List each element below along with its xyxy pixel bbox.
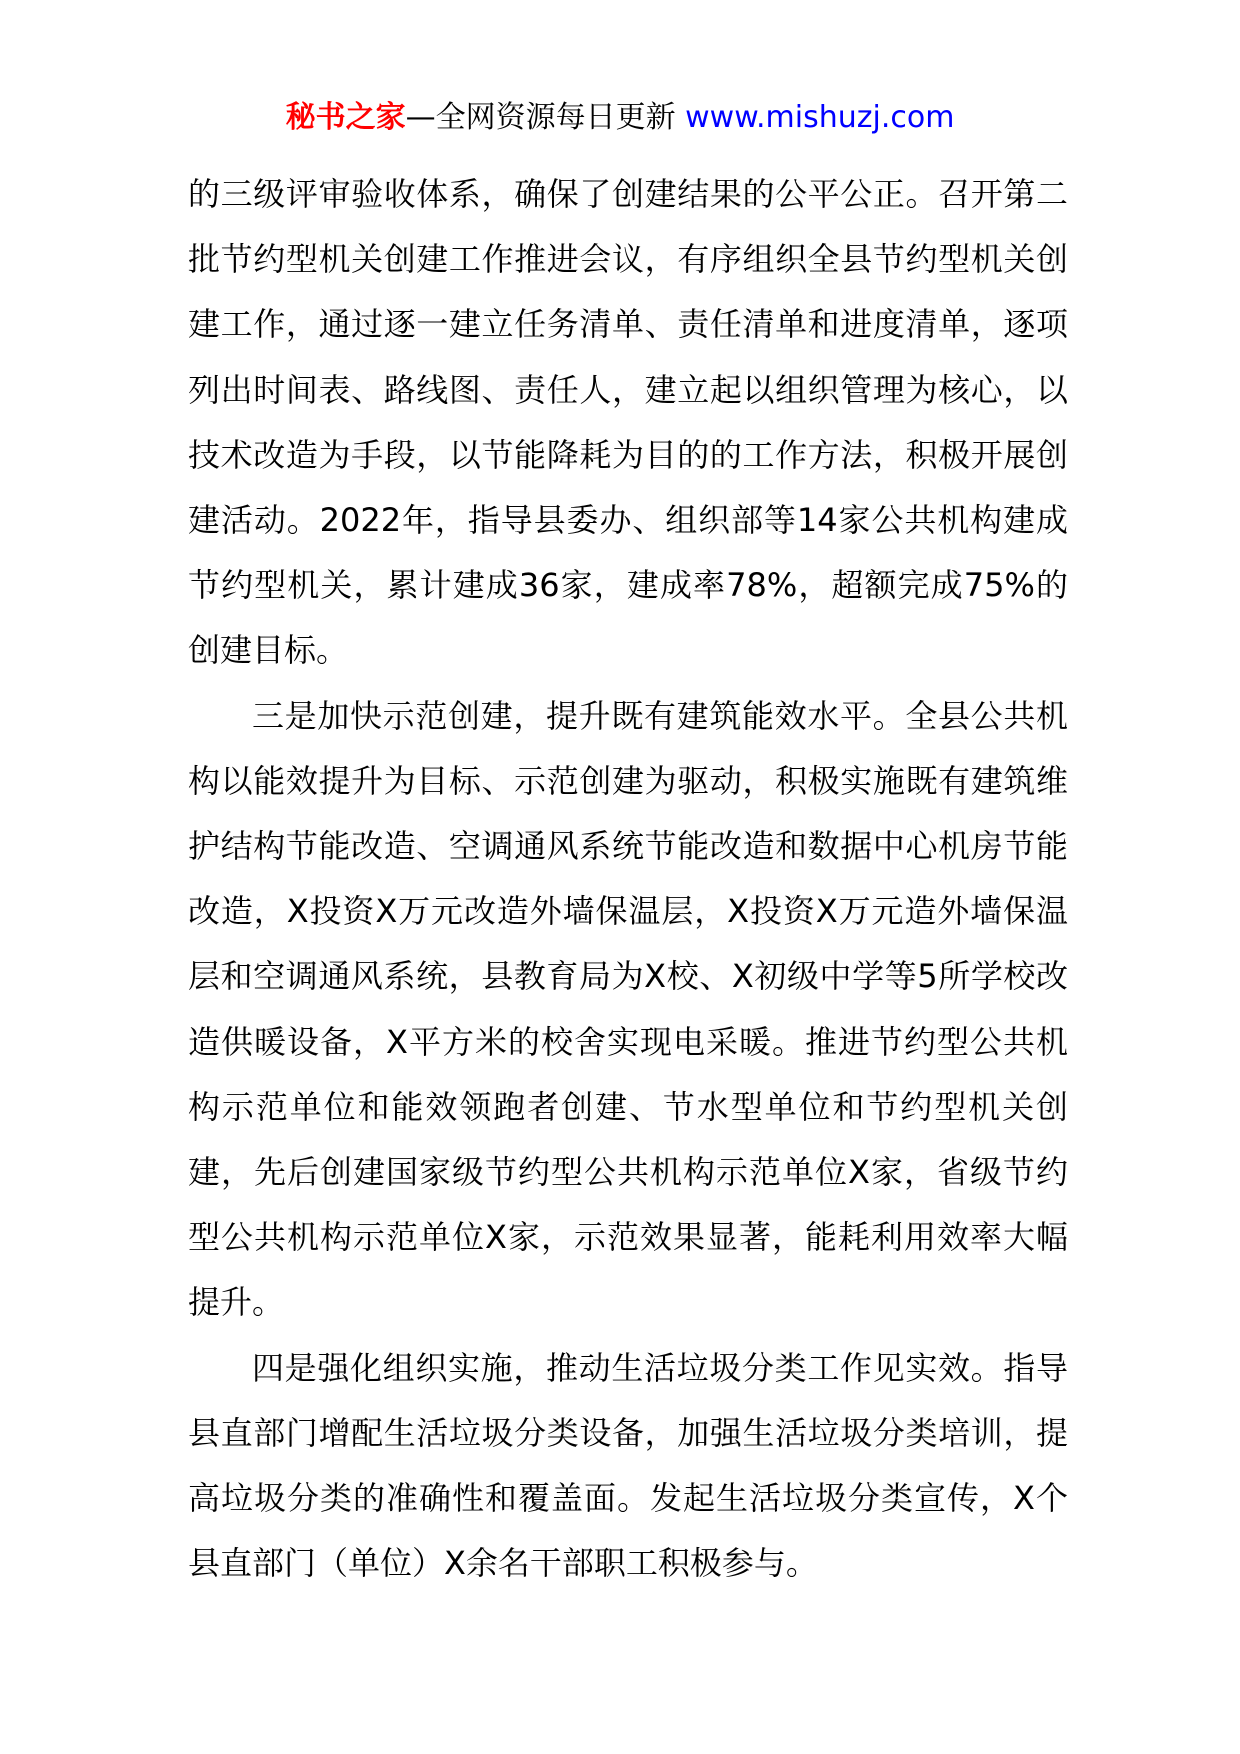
website-link[interactable]: www.mishuzj.com (685, 100, 955, 135)
header-tagline: —全网资源每日更新 (405, 100, 676, 135)
brand-name: 秘书之家 (285, 100, 406, 135)
page-header (0, 98, 1240, 138)
paragraph-demonstration: 三是加快示范创建，提升既有建筑能效水平。全县公共机构以能效提升为目标、示范创建为驱动，积极实施既有建筑维护结构节能改造、空调通风系统节能改造和数据中心机房节能改造，X投资X万元改造外墙保温层，X投资X万元造外墙保温层和空调通风系统，县教育局为X校、X初级中学等5所学校改造供暖设备，X平方米的校舍实现电采暖。推进节约型公共机构示范单位和能效领跑者创建、节水型单位和节约型机关创建，先后创建国家级节约型公共机构示范单位X家，省级节约型公共机构示范单位X家，示范效果显著，能耗利用效率大幅提升。 (188, 696, 1068, 1322)
document-body (188, 162, 1068, 1596)
paragraph-continued: 的三级评审验收体系，确保了创建结果的公平公正。召开第二批节约型机关创建工作推进会议，有序组织全县节约型机关创建工作，通过逐一建立任务清单、责任清单和进度清单，逐项列出时间表、路线图、责任人，建立起以组织管理为核心，以技术改造为手段，以节能降耗为目的的工作方法，积极开展创建活动。2022年，指导县委办、组织部等14家公共机构建成节约型机关，累计建成36家，建成率78%，超额完成75%的创建目标。 (188, 175, 1068, 670)
paragraph-waste-sorting: 四是强化组织实施，推动生活垃圾分类工作见实效。指导县直部门增配生活垃圾分类设备，加强生活垃圾分类培训，提高垃圾分类的准确性和覆盖面。发起生活垃圾分类宣传，X个县直部门（单位）X余名干部职工积极参与。 (188, 1348, 1068, 1583)
